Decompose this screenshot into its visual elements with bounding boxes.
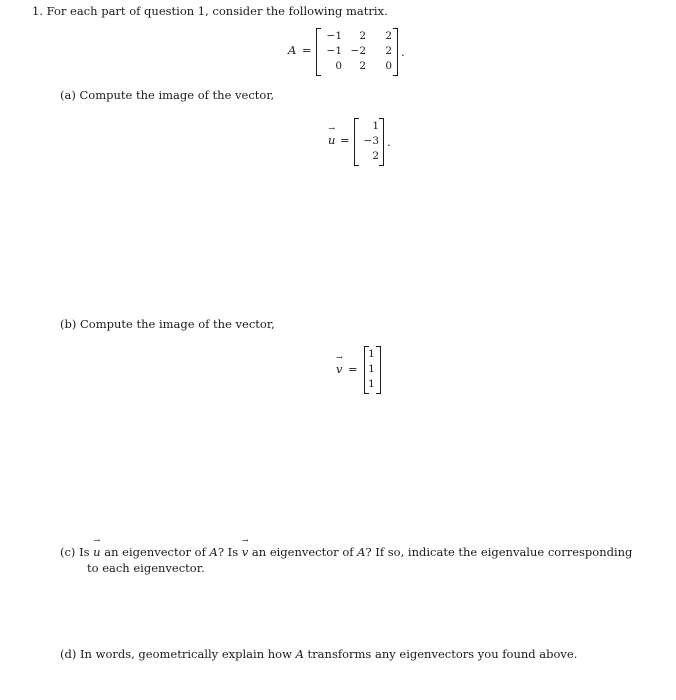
matrix-a-cell: 2 <box>385 45 392 57</box>
vector-u-entry: 1 <box>372 120 379 132</box>
matrix-a-cell: 0 <box>385 60 392 72</box>
matrix-a-period: . <box>401 45 405 59</box>
matrix-a-cell: −1 <box>326 30 342 42</box>
vector-u-symbol: → u <box>328 133 335 147</box>
part-a-prompt: (a) Compute the image of the vector, <box>60 88 275 102</box>
matrix-a <box>316 28 398 76</box>
part-b-prompt: (b) Compute the image of the vector, <box>60 317 275 331</box>
part-c-line-1: (c) Is → u an eigenvector of A? Is → v an eigenvector of A? If so, indicate the eigenvalue corresponding <box>60 545 632 559</box>
vector-v-entry: 1 <box>368 378 375 390</box>
vector-u-period: . <box>387 135 391 149</box>
matrix-a-cell: 0 <box>335 60 342 72</box>
matrix-a-cell: −2 <box>350 45 366 57</box>
vector-u-equals: = <box>340 133 350 147</box>
part-d-prompt: (d) In words, geometrically explain how A transforms any eigenvectors you found above. <box>60 647 578 661</box>
matrix-a-cell: −1 <box>326 45 342 57</box>
vector-u-entry: 2 <box>372 150 379 162</box>
vector-u-right-bracket <box>379 118 384 166</box>
vector-v-entry: 1 <box>368 348 375 360</box>
matrix-a-equals: = <box>302 43 312 57</box>
matrix-a-right-bracket <box>393 28 398 76</box>
question-heading: 1. For each part of question 1, consider the following matrix. <box>32 4 388 18</box>
vector-v <box>364 346 381 394</box>
part-c-line-2: to each eigenvector. <box>87 561 205 575</box>
vector-u <box>354 118 384 166</box>
vector-v-equals: = <box>348 362 358 376</box>
vector-u-entry: −3 <box>363 135 379 147</box>
matrix-a-cell: 2 <box>385 30 392 42</box>
matrix-a-label: A <box>288 43 297 57</box>
vector-v-entry: 1 <box>368 363 375 375</box>
vector-v-symbol: → v <box>336 362 343 376</box>
matrix-a-cell: 2 <box>359 60 366 72</box>
matrix-a-cell: 2 <box>359 30 366 42</box>
